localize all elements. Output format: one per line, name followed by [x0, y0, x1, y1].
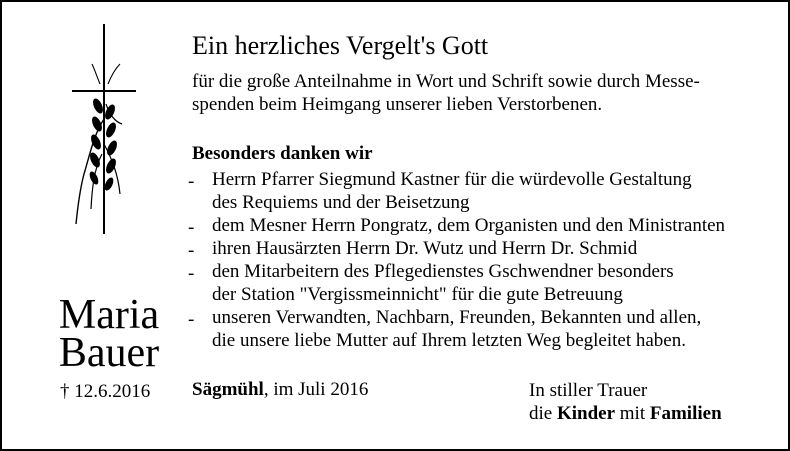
thanks-item-line: ihren Hausärzten Herrn Dr. Wutz und Herrn Dr. Schmid [212, 238, 638, 259]
place-and-date [192, 379, 368, 401]
thanks-heading: Besonders danken wir [192, 143, 373, 164]
thanks-list [188, 168, 725, 352]
closing-prefix: die [529, 403, 557, 424]
intro-line: spenden beim Heimgang unserer lieben Verstorbenen. [192, 94, 603, 115]
thanks-item-line: den Mitarbeitern des Pflegedienstes Gschwendner besonders [212, 261, 674, 282]
thanks-item-line: unseren Verwandten, Nachbarn, Freunden, Bekannten und allen, [212, 307, 702, 328]
closing-children: Kinder [556, 403, 616, 424]
thanks-item-line: der Station "Vergissmeinnicht" für die gute Betreuung [212, 284, 623, 305]
intro-text [192, 70, 700, 116]
date-text: , im Juli 2016 [263, 379, 369, 400]
closing-signature [529, 379, 722, 425]
thanks-item-line: dem Mesner Herrn Pongratz, dem Organisten und den Ministranten [212, 215, 726, 236]
thanks-item-line: des Requiems und der Beisetzung [212, 192, 470, 213]
closing-line-1: In stiller Trauer [529, 380, 648, 401]
thanks-item [188, 168, 725, 214]
thanks-item-line: Herrn Pfarrer Siegmund Kastner für die würdevolle Gestaltung [212, 169, 692, 190]
dash-bullet: - [188, 217, 195, 238]
cross-with-wheat-icon [64, 24, 144, 234]
deceased-first-name: Maria [58, 292, 160, 338]
thanks-item [188, 260, 725, 306]
intro-line: für die große Anteilnahme in Wort und Schrift sowie durch Messe- [192, 71, 700, 92]
closing-families: Familien [649, 403, 722, 424]
closing-line-2 [529, 402, 722, 425]
deceased-last-name: Bauer [58, 330, 160, 376]
dash-bullet: - [188, 309, 195, 330]
thanks-item [188, 214, 725, 237]
dash-bullet: - [188, 240, 195, 261]
thanks-item [188, 306, 725, 352]
place-name: Sägmühl [192, 379, 264, 400]
dash-bullet: - [188, 171, 195, 192]
death-date: † 12.6.2016 [60, 381, 151, 402]
thanks-item [188, 237, 725, 260]
closing-mid: mit [615, 403, 650, 424]
thanks-item-line: die unsere liebe Mutter auf Ihrem letzten Weg begleitet haben. [212, 330, 686, 351]
dash-bullet: - [188, 263, 195, 284]
notice-heading: Ein herzliches Vergelt's Gott [192, 31, 489, 60]
